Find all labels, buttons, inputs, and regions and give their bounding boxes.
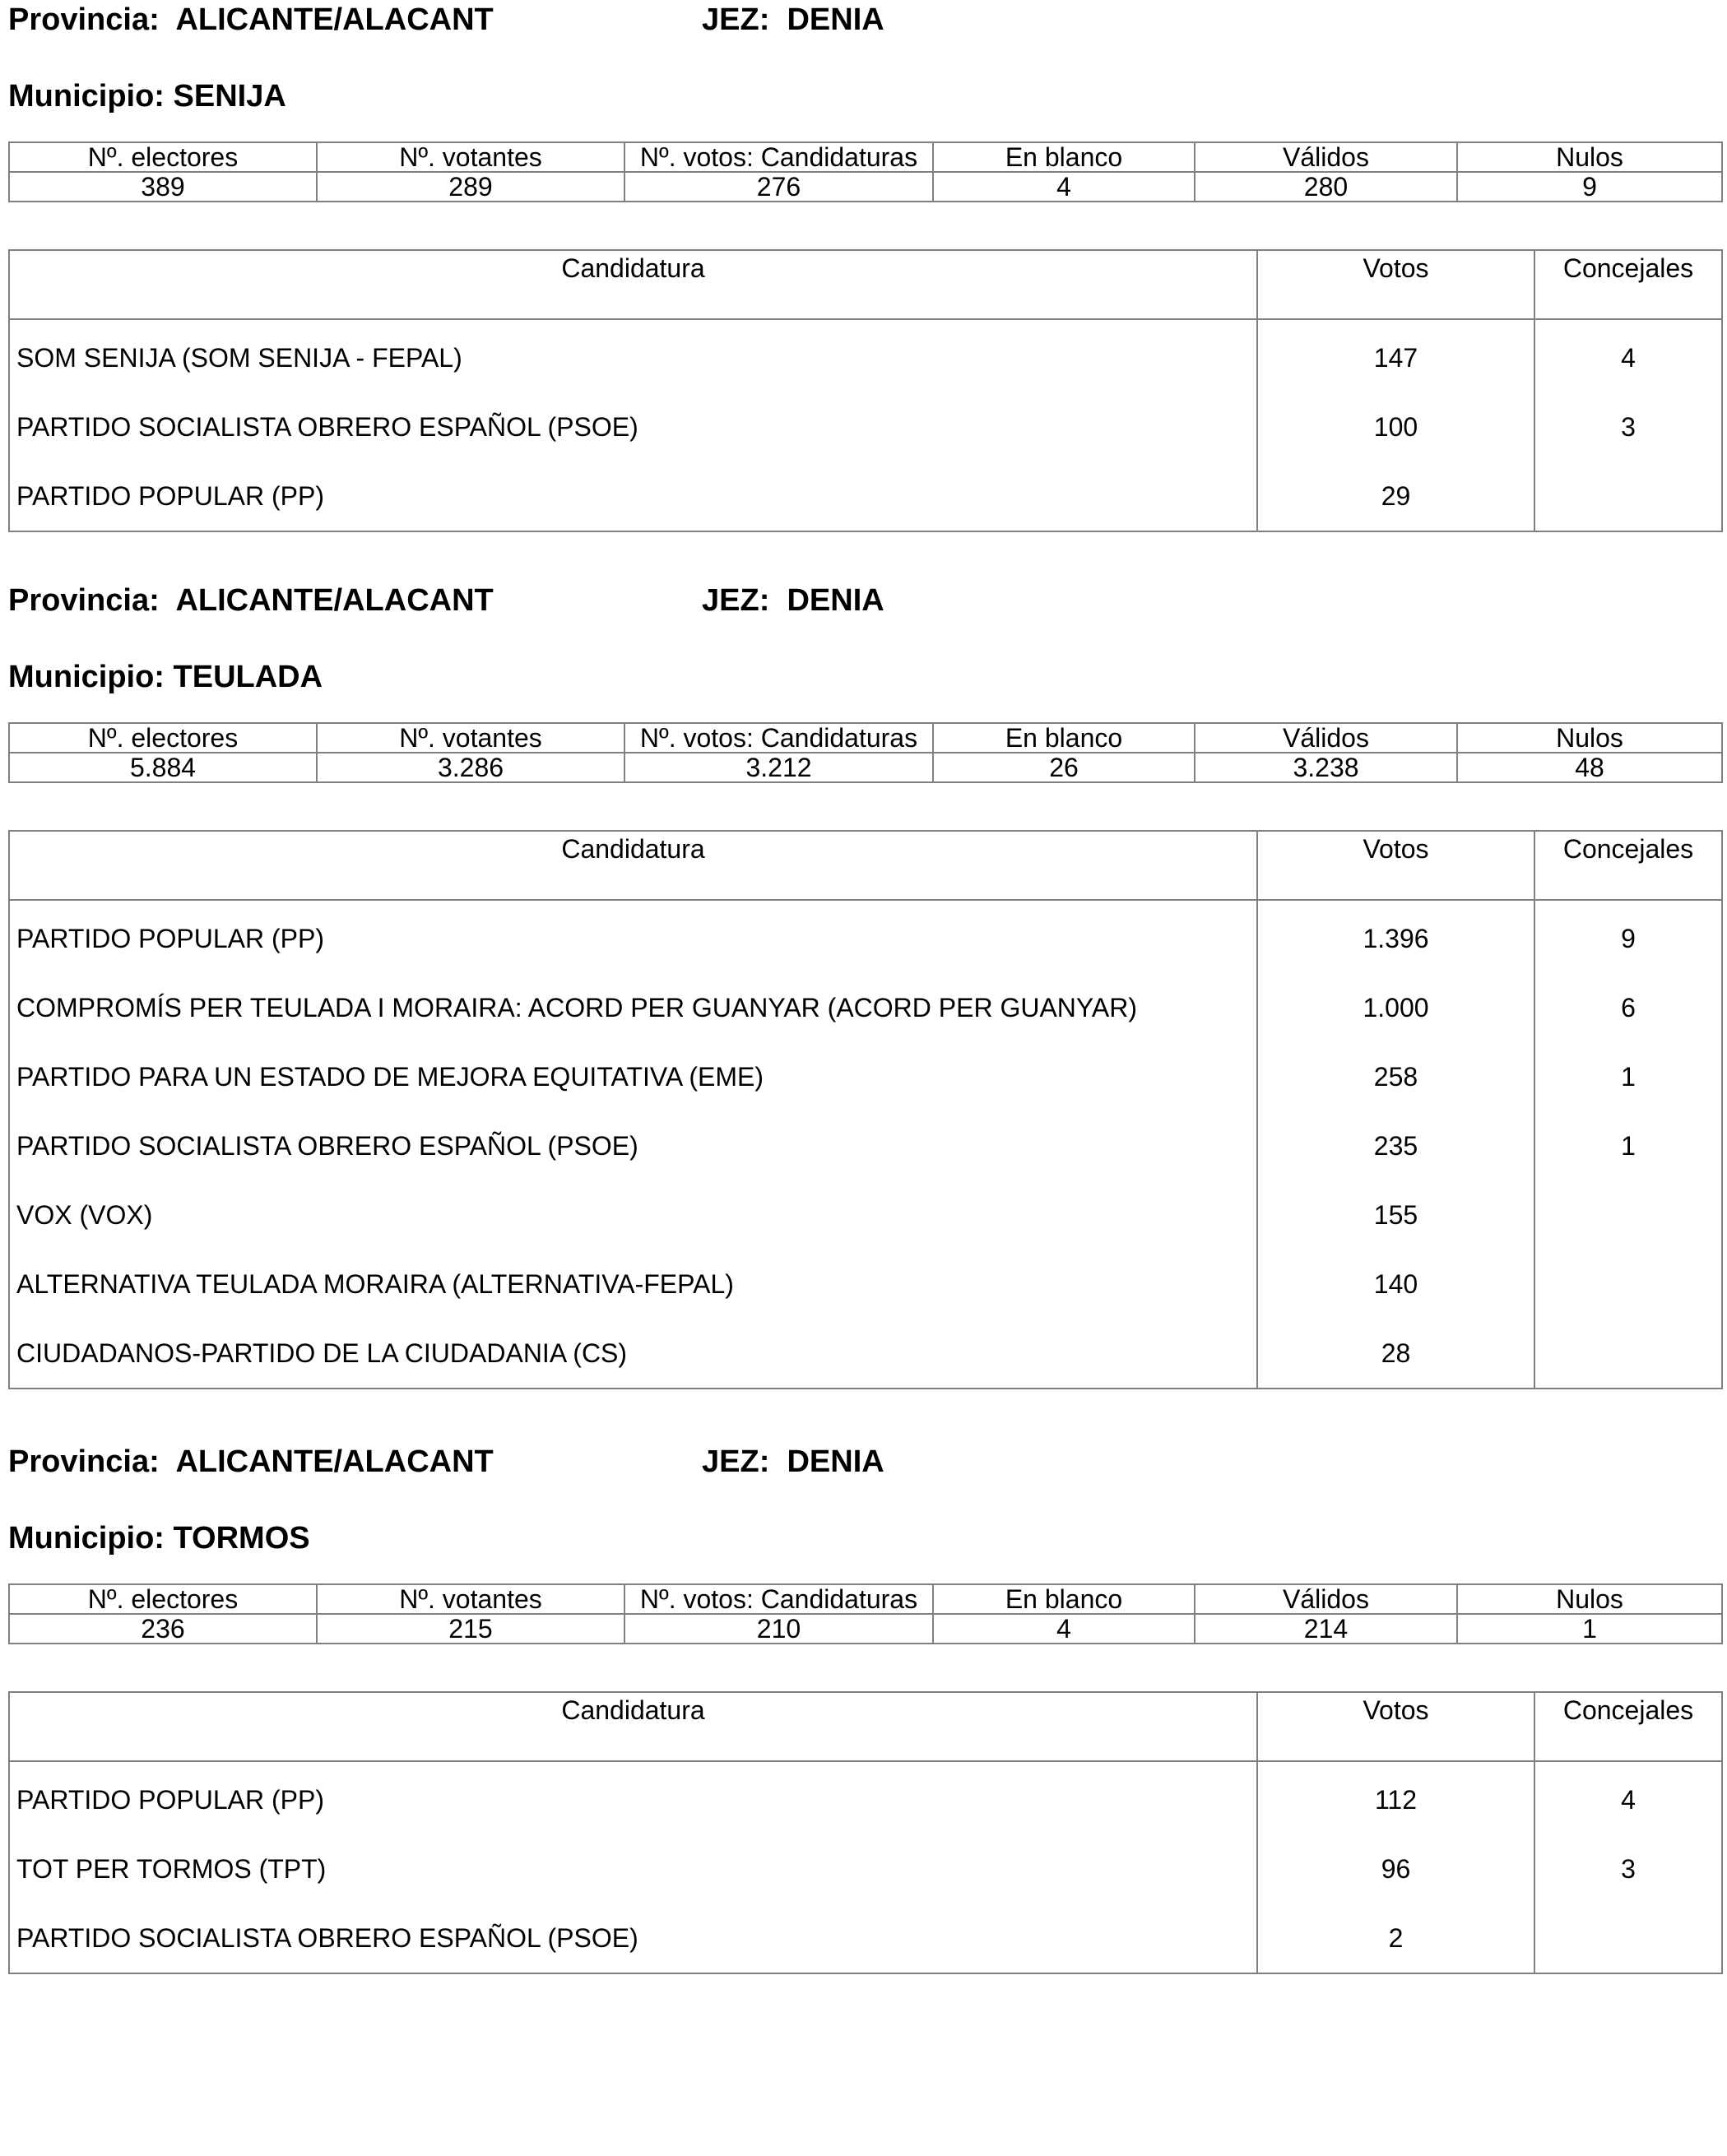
candidature-concejales: 4 <box>1534 319 1722 392</box>
stat-header-nulos: Nulos <box>1457 1584 1722 1614</box>
jez-label: JEZ: <box>702 2 770 37</box>
candidatures-table <box>8 1691 1723 1974</box>
candidature-row <box>9 1111 1722 1180</box>
candidature-concejales: 1 <box>1534 1111 1722 1180</box>
candidature-name: PARTIDO SOCIALISTA OBRERO ESPAÑOL (PSOE) <box>9 1111 1257 1180</box>
stat-header-votantes: Nº. votantes <box>317 723 624 753</box>
candidature-row <box>9 1042 1722 1111</box>
candidature-votos: 28 <box>1257 1319 1534 1389</box>
header-votos: Votos <box>1257 831 1534 900</box>
stat-header-nulos: Nulos <box>1457 723 1722 753</box>
candidature-name: SOM SENIJA (SOM SENIJA - FEPAL) <box>9 319 1257 392</box>
candidature-votos: 235 <box>1257 1111 1534 1180</box>
stats-table <box>8 1583 1723 1644</box>
stat-validos: 214 <box>1195 1614 1457 1644</box>
stat-votos-candidaturas: 3.212 <box>624 753 933 782</box>
stat-electores: 389 <box>9 172 317 202</box>
candidature-name: PARTIDO POPULAR (PP) <box>9 900 1257 973</box>
candidature-row <box>9 1180 1722 1250</box>
provincia-value: ALICANTE/ALACANT <box>175 1444 494 1479</box>
stat-header-nulos: Nulos <box>1457 142 1722 172</box>
stats-table <box>8 141 1723 202</box>
stat-header-validos: Válidos <box>1195 723 1457 753</box>
stats-header-row <box>9 723 1722 753</box>
candidature-concejales <box>1534 461 1722 531</box>
jez-group <box>702 0 884 39</box>
stat-electores: 5.884 <box>9 753 317 782</box>
stat-header-votos-candidaturas: Nº. votos: Candidaturas <box>624 142 933 172</box>
candidature-concejales <box>1534 1319 1722 1389</box>
municipio-value: TEULADA <box>173 660 323 694</box>
candidature-name: CIUDADANOS-PARTIDO DE LA CIUDADANIA (CS) <box>9 1319 1257 1389</box>
candidature-votos: 1.000 <box>1257 973 1534 1042</box>
candidature-votos: 100 <box>1257 392 1534 461</box>
stat-header-en-blanco: En blanco <box>933 1584 1195 1614</box>
candidature-name: TOT PER TORMOS (TPT) <box>9 1834 1257 1903</box>
candidature-row <box>9 392 1722 461</box>
municipio-label: Municipio: <box>8 79 165 114</box>
provincia-label: Provincia: <box>8 583 160 618</box>
candidature-row <box>9 900 1722 973</box>
stat-nulos: 9 <box>1457 172 1722 202</box>
stat-votantes: 215 <box>317 1614 624 1644</box>
candidature-votos: 112 <box>1257 1761 1534 1834</box>
stat-nulos: 48 <box>1457 753 1722 782</box>
municipio-label: Municipio: <box>8 1521 165 1556</box>
stat-header-votantes: Nº. votantes <box>317 142 624 172</box>
candidature-row <box>9 461 1722 531</box>
candidature-concejales <box>1534 1180 1722 1250</box>
header-concejales: Concejales <box>1534 250 1722 319</box>
stat-header-electores: Nº. electores <box>9 723 317 753</box>
provincia-line <box>8 0 1721 39</box>
header-concejales: Concejales <box>1534 1692 1722 1761</box>
candidature-concejales: 1 <box>1534 1042 1722 1111</box>
candidature-concejales: 3 <box>1534 392 1722 461</box>
candidature-concejales: 6 <box>1534 973 1722 1042</box>
candidature-name: PARTIDO SOCIALISTA OBRERO ESPAÑOL (PSOE) <box>9 1903 1257 1973</box>
candidature-name: ALTERNATIVA TEULADA MORAIRA (ALTERNATIVA-FEPAL) <box>9 1250 1257 1319</box>
stats-table <box>8 722 1723 783</box>
candidature-name: COMPROMÍS PER TEULADA I MORAIRA: ACORD PER GUANYAR (ACORD PER GUANYAR) <box>9 973 1257 1042</box>
candidature-name: PARTIDO POPULAR (PP) <box>9 461 1257 531</box>
jez-value: DENIA <box>787 583 884 618</box>
candidature-votos: 2 <box>1257 1903 1534 1973</box>
stat-header-electores: Nº. electores <box>9 142 317 172</box>
municipio-label: Municipio: <box>8 660 165 694</box>
stat-header-validos: Válidos <box>1195 142 1457 172</box>
municipio-line <box>8 1518 310 1558</box>
stat-header-en-blanco: En blanco <box>933 723 1195 753</box>
stat-votantes: 3.286 <box>317 753 624 782</box>
provincia-line <box>8 581 1721 620</box>
candidature-votos: 1.396 <box>1257 900 1534 973</box>
candidature-concejales <box>1534 1250 1722 1319</box>
candidature-row <box>9 1903 1722 1973</box>
provincia-value: ALICANTE/ALACANT <box>175 583 494 618</box>
municipio-line <box>8 77 286 116</box>
stat-header-votos-candidaturas: Nº. votos: Candidaturas <box>624 723 933 753</box>
candidature-name: PARTIDO POPULAR (PP) <box>9 1761 1257 1834</box>
jez-value: DENIA <box>787 1444 884 1479</box>
stats-value-row <box>9 753 1722 782</box>
stats-header-row <box>9 142 1722 172</box>
candidature-concejales <box>1534 1903 1722 1973</box>
candidature-concejales: 9 <box>1534 900 1722 973</box>
candidatures-table <box>8 249 1723 532</box>
header-votos: Votos <box>1257 250 1534 319</box>
candidature-votos: 155 <box>1257 1180 1534 1250</box>
stat-header-votantes: Nº. votantes <box>317 1584 624 1614</box>
stat-en-blanco: 26 <box>933 753 1195 782</box>
candidature-row <box>9 1761 1722 1834</box>
candidatures-header-row <box>9 831 1722 900</box>
stat-votos-candidaturas: 210 <box>624 1614 933 1644</box>
municipio-value: SENIJA <box>173 79 286 114</box>
jez-label: JEZ: <box>702 583 770 618</box>
stats-value-row <box>9 172 1722 202</box>
stat-votantes: 289 <box>317 172 624 202</box>
stat-header-electores: Nº. electores <box>9 1584 317 1614</box>
candidature-row <box>9 973 1722 1042</box>
municipio-line <box>8 657 323 697</box>
candidature-votos: 29 <box>1257 461 1534 531</box>
municipio-value: TORMOS <box>173 1521 310 1556</box>
jez-label: JEZ: <box>702 1444 770 1479</box>
jez-group <box>702 581 884 620</box>
candidature-row <box>9 319 1722 392</box>
candidature-votos: 140 <box>1257 1250 1534 1319</box>
stat-header-votos-candidaturas: Nº. votos: Candidaturas <box>624 1584 933 1614</box>
jez-value: DENIA <box>787 2 884 37</box>
candidature-row <box>9 1319 1722 1389</box>
provincia-value: ALICANTE/ALACANT <box>175 2 494 37</box>
candidature-row <box>9 1834 1722 1903</box>
candidature-concejales: 4 <box>1534 1761 1722 1834</box>
header-concejales: Concejales <box>1534 831 1722 900</box>
stat-nulos: 1 <box>1457 1614 1722 1644</box>
header-votos: Votos <box>1257 1692 1534 1761</box>
stat-header-en-blanco: En blanco <box>933 142 1195 172</box>
stat-validos: 3.238 <box>1195 753 1457 782</box>
stat-electores: 236 <box>9 1614 317 1644</box>
stat-en-blanco: 4 <box>933 172 1195 202</box>
stat-header-validos: Válidos <box>1195 1584 1457 1614</box>
candidature-name: PARTIDO SOCIALISTA OBRERO ESPAÑOL (PSOE) <box>9 392 1257 461</box>
candidatures-table <box>8 830 1723 1389</box>
candidature-votos: 147 <box>1257 319 1534 392</box>
candidature-concejales: 3 <box>1534 1834 1722 1903</box>
provincia-label: Provincia: <box>8 2 160 37</box>
candidature-name: PARTIDO PARA UN ESTADO DE MEJORA EQUITATIVA (EME) <box>9 1042 1257 1111</box>
jez-group <box>702 1442 884 1481</box>
candidatures-header-row <box>9 250 1722 319</box>
stat-votos-candidaturas: 276 <box>624 172 933 202</box>
provincia-label: Provincia: <box>8 1444 160 1479</box>
stats-value-row <box>9 1614 1722 1644</box>
header-candidatura: Candidatura <box>9 1692 1257 1761</box>
candidature-votos: 96 <box>1257 1834 1534 1903</box>
stats-header-row <box>9 1584 1722 1614</box>
candidature-name: VOX (VOX) <box>9 1180 1257 1250</box>
candidature-votos: 258 <box>1257 1042 1534 1111</box>
header-candidatura: Candidatura <box>9 831 1257 900</box>
candidatures-header-row <box>9 1692 1722 1761</box>
stat-validos: 280 <box>1195 172 1457 202</box>
stat-en-blanco: 4 <box>933 1614 1195 1644</box>
candidature-row <box>9 1250 1722 1319</box>
provincia-line <box>8 1442 1721 1481</box>
header-candidatura: Candidatura <box>9 250 1257 319</box>
